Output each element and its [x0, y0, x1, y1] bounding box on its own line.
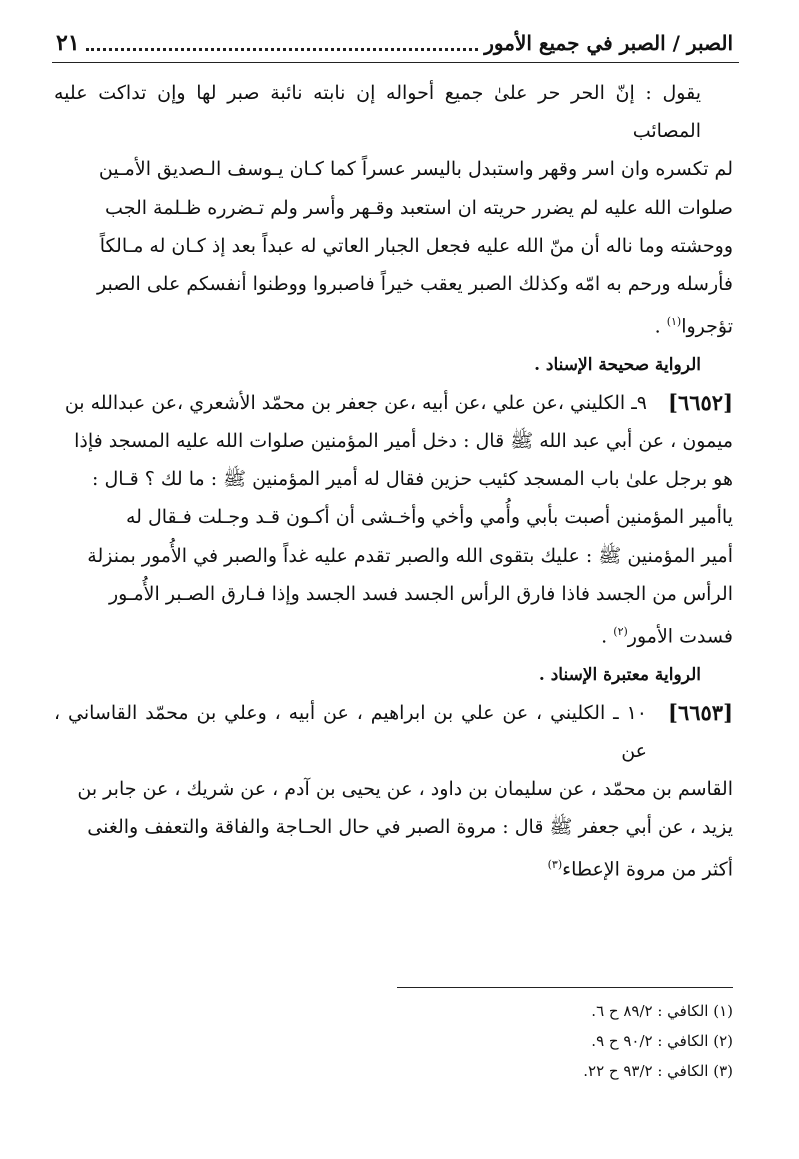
- hadith-entry: [54, 694, 733, 770]
- intro-line: فأرسله ورحم به امّه وكذلك الصبر يعقب خيراً فاصبروا ووطنوا أنفسكم على الصبر: [97, 273, 733, 296]
- hadith-line: ٩ـ الكليني ،عن علي ،عن أبيه ،عن جعفر بن محمّد الأشعري ،عن عبدالله بن: [64, 391, 647, 414]
- hadith-line: ميمون ، عن أبي عبد الله ﷺ قال : دخل أمير المؤمنين صلوات الله عليه المسجد فإذا: [74, 429, 733, 452]
- intro-last-line: [54, 303, 733, 346]
- footnotes: [300, 996, 733, 1086]
- intro-line: صلوات الله عليه لم يضرر حريته ان استعبد وقـهر وأسر ولم تـضرره ظـلمة الجب: [105, 196, 733, 219]
- hadith-entry: [54, 384, 733, 422]
- grade-note: الرواية صحيحة الإسناد .: [534, 354, 701, 375]
- footnote-mark: (١): [666, 315, 682, 329]
- footnote: (١) الكافي : ٨٩/٢ ح ٦.: [591, 1002, 733, 1020]
- chapter-title: الصبر / الصبر في جميع الأمور: [484, 31, 733, 55]
- hadith-line: ياأمير المؤمنين أصبت بأبي وأُمي وأخي وأخـشى أن أكـون قـد وجـلت فـقال له: [125, 506, 733, 529]
- leader-dots: [86, 48, 479, 51]
- hadith-last-line: [54, 846, 733, 889]
- footnote-mark: (٣): [547, 858, 563, 872]
- hadith-line: أمير المؤمنين ﷺ : عليك بتقوى الله والصبر تقدم عليه غداً والصبر في الأُمور بمنزلة: [87, 544, 733, 567]
- hadith-number: [٦٦٥٣]: [668, 699, 733, 725]
- hadith-line: الرأس من الجسد فاذا فارق الرأس الجسد فسد الجسد وإذا فـارق الصـبر الأُمـور: [108, 582, 733, 605]
- footnote: (٢) الكافي : ٩٠/٢ ح ٩.: [591, 1032, 733, 1050]
- footnote: (٣) الكافي : ٩٣/٢ ح ٢٢.: [583, 1062, 733, 1080]
- hadith-end: .: [601, 625, 614, 648]
- hadith-line: ١٠ ـ الكليني ، عن علي بن ابراهيم ، عن أبيه ، وعلي بن محمّد القاساني ، عن: [54, 701, 647, 762]
- hadith-last-text: أكثر من مروة الإعطاء: [562, 858, 733, 881]
- intro-last-text: تؤجروا: [681, 315, 733, 338]
- grade-note: الرواية معتبرة الإسناد .: [538, 664, 701, 685]
- hadith-number: [٦٦٥٢]: [668, 389, 733, 415]
- hadith-line: يزيد ، عن أبي جعفر ﷺ قال : مروة الصبر في حال الحـاجة والفاقة والتعفف والغنى: [87, 816, 733, 839]
- running-header: [56, 26, 733, 60]
- main-text: [54, 74, 733, 889]
- intro-line: ووحشته وما ناله أن منّ الله عليه فجعل الجبار العاتي له عبداً بعد إذ كـان له مـالكاً: [99, 234, 733, 257]
- intro-line: يقول : إنّ الحر حر علىٰ جميع أحواله إن نابته نائبة صبر لها وإن تداكت عليه المصائب: [54, 82, 701, 143]
- intro-line: لم تكسره وان اسر وقهر واستبدل باليسر عسراً كما كـان يـوسف الـصديق الأمـين: [98, 158, 733, 181]
- hadith-last-line: [54, 613, 733, 656]
- intro-end: .: [654, 315, 667, 338]
- page-number: ٢١: [56, 30, 80, 56]
- footnote-divider: [397, 987, 733, 988]
- hadith-line: القاسم بن محمّد ، عن سليمان بن داود ، عن يحيى بن آدم ، عن شريك ، عن جابر بن: [77, 777, 733, 800]
- hadith-last-text: فسدت الأمور: [627, 625, 733, 648]
- header-divider: [52, 62, 739, 63]
- footnote-mark: (٢): [613, 624, 628, 638]
- hadith-line: هو برجل علىٰ باب المسجد كئيب حزين فقال له أمير المؤمنين ﷺ : ما لك ؟ قـال :: [92, 468, 733, 491]
